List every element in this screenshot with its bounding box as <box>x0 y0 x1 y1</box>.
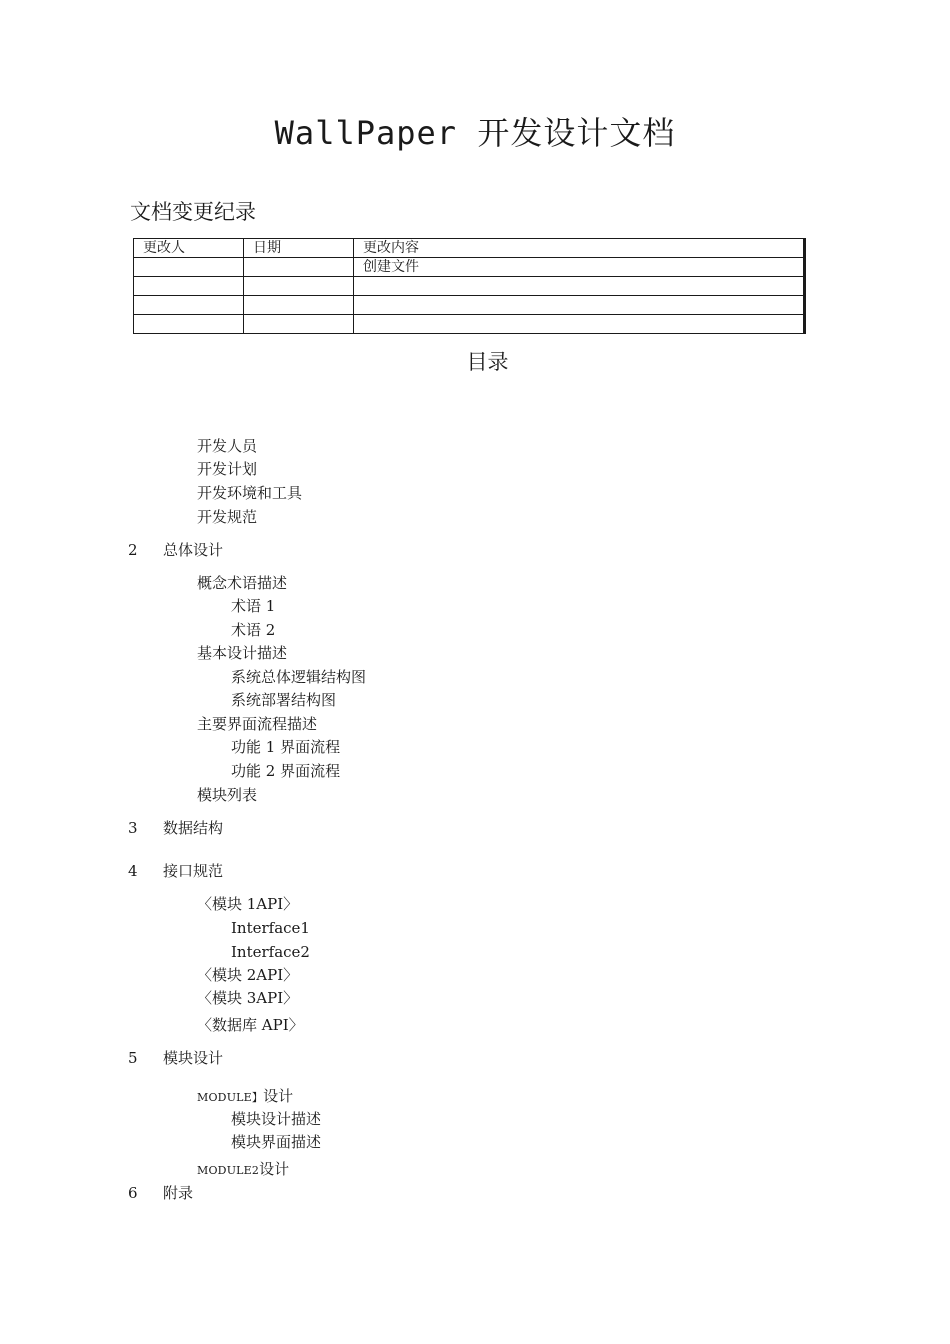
toc-entry[interactable] <box>197 484 302 502</box>
toc-entry-label: 功能 2 界面流程 <box>231 762 341 780</box>
column-header-changes: 更改内容 <box>354 239 805 258</box>
toc-entry-number: 2 <box>128 541 138 559</box>
toc-entry[interactable] <box>197 966 298 984</box>
toc-entry[interactable] <box>231 738 340 756</box>
toc-entry-label: 数据结构 <box>163 819 224 837</box>
toc-entry[interactable] <box>231 1110 321 1128</box>
toc-entry[interactable] <box>197 895 298 913</box>
toc-entry-label: 开发计划 <box>197 460 258 478</box>
toc-entry-label: 设计 <box>263 1087 294 1105</box>
toc-entry-label: 总体设计 <box>163 541 224 559</box>
toc-entry-label: 系统总体逻辑结构图 <box>231 668 367 686</box>
toc-entry[interactable] <box>197 644 287 662</box>
toc-entry[interactable] <box>197 1016 304 1034</box>
toc-entry-label: 术语 1 <box>231 597 276 615</box>
toc-entry[interactable] <box>197 1087 293 1107</box>
toc-entry[interactable] <box>231 762 340 780</box>
toc-entry-label: 接口规范 <box>163 862 224 880</box>
toc-entry[interactable] <box>197 715 317 733</box>
toc-entry-label: Interface2 <box>231 943 310 961</box>
toc-entry[interactable] <box>197 1160 289 1180</box>
changelog-heading: 文档变更纪录 <box>130 200 256 224</box>
toc-entry-number: 6 <box>128 1184 138 1202</box>
toc-entry-label: 〈模块 2API〉 <box>197 966 299 984</box>
cell-changes: 创建文件 <box>354 258 805 277</box>
toc-entry-label: 模块设计 <box>163 1049 224 1067</box>
toc-entry-label: 基本设计描述 <box>197 644 288 662</box>
toc-entry-label: Interface1 <box>231 919 310 937</box>
toc-entry-label: 设计 <box>259 1160 290 1178</box>
column-header-date: 日期 <box>244 239 354 258</box>
toc-entry-label: 开发环境和工具 <box>197 484 303 502</box>
toc-entry-label: 主要界面流程描述 <box>197 715 318 733</box>
toc-entry-label: 〈数据库 API〉 <box>197 1016 304 1034</box>
toc-entry-label: 概念术语描述 <box>197 574 288 592</box>
toc-entry-label: 附录 <box>163 1184 194 1202</box>
toc-entry[interactable] <box>163 819 223 837</box>
toc-entry[interactable] <box>231 691 336 709</box>
toc-entry-label: 术语 2 <box>231 621 276 639</box>
toc-entry[interactable] <box>197 786 257 804</box>
toc-entry[interactable] <box>163 541 223 559</box>
toc-entry-label: 开发人员 <box>197 437 258 455</box>
toc-entry[interactable] <box>231 943 310 961</box>
toc-entry[interactable] <box>197 460 257 478</box>
toc-entry[interactable] <box>197 508 257 526</box>
toc-entry[interactable] <box>163 1184 193 1202</box>
toc-entry-number: 4 <box>128 862 138 880</box>
toc-entry-label: 〈模块 3API〉 <box>197 989 299 1007</box>
toc-entry[interactable] <box>231 597 275 615</box>
toc-entry-label: 模块列表 <box>197 786 258 804</box>
toc-entry[interactable] <box>231 668 366 686</box>
toc-entry-prefix: MODULE】 <box>197 1091 264 1104</box>
toc-entry[interactable] <box>197 574 287 592</box>
toc-entry-label: 功能 1 界面流程 <box>231 738 341 756</box>
toc-entry[interactable] <box>231 621 275 639</box>
toc-entry[interactable] <box>231 919 310 937</box>
toc-entry[interactable] <box>197 989 298 1007</box>
toc-entry-label: 模块设计描述 <box>231 1110 322 1128</box>
toc-title: 目录 <box>466 350 509 374</box>
toc-entry[interactable] <box>163 862 223 880</box>
toc-entry-label: 模块界面描述 <box>231 1133 322 1151</box>
document-title: WallPaper 开发设计文档 <box>274 114 676 152</box>
toc-entry-number: 5 <box>128 1049 138 1067</box>
column-header-author: 更改人 <box>134 239 244 258</box>
toc-entry-prefix: MODULE2 <box>197 1164 260 1177</box>
toc-entry[interactable] <box>197 437 257 455</box>
toc-entry[interactable] <box>163 1049 223 1067</box>
toc-entry-label: 系统部署结构图 <box>231 691 337 709</box>
toc-entry-label: 〈模块 1API〉 <box>197 895 299 913</box>
toc-entry-number: 3 <box>128 819 138 837</box>
toc-entry[interactable] <box>231 1133 321 1151</box>
toc-entry-label: 开发规范 <box>197 508 258 526</box>
